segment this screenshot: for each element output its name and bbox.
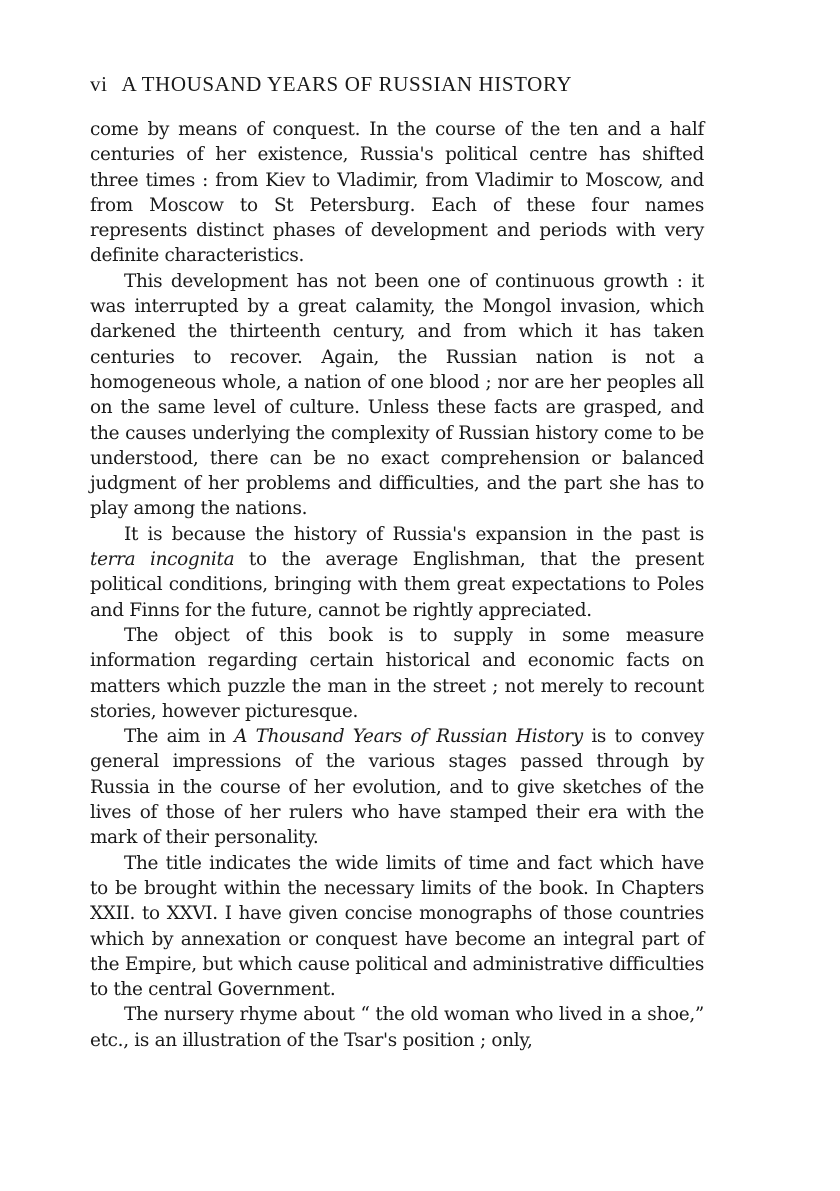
paragraph-2: This development has not been one of continuous growth : it was interrupted by a great calamity, the Mongol invasion, which darkened the thirteenth century, and from which it has taken centuries to recover. Again, the Russian nation is not a homogeneous whole, a nation of one blood ; nor are her peoples all on the same level of culture. Unless these facts are grasped, and the causes underlying the complexity of Russian history come to be understood, there can be no exact comprehension or balanced judgment of her problems and difficulties, and the part she has to play among the nations. bbox=[90, 270, 704, 520]
book-title-italic: A Thousand Years of Russian History bbox=[234, 726, 583, 748]
running-head bbox=[90, 72, 704, 97]
paragraph-3-end: to the average Englishman, that the present political conditions, bringing with them great expectations to Poles and Finns for the future, cannot be rightly appreciated. bbox=[90, 549, 704, 621]
paragraph-3-start: It is because the history of Russia's expansion in the past is bbox=[124, 523, 704, 545]
paragraph-5-start: The aim in bbox=[124, 726, 235, 748]
book-page bbox=[90, 72, 704, 1053]
paragraph-4: The object of this book is to supply in some measure information regarding certain historical and economic facts on matters which puzzle the man in the street ; not merely to recount stories, however picturesque. bbox=[90, 624, 704, 722]
paragraph-3-italic: terra incognita bbox=[90, 549, 235, 571]
running-title: A THOUSAND YEARS OF RUSSIAN HISTORY bbox=[121, 72, 573, 96]
body-text bbox=[90, 117, 704, 1053]
paragraph-6: The title indicates the wide limits of time and fact which have to be brought within the necessary limits of the book. In Chapters XXII. to XXVI. I have given concise monographs of those countries which by annexation or conquest have become an integral part of the Empire, but which cause political and administrative difficulties to the central Government. bbox=[90, 852, 704, 1001]
paragraph-5 bbox=[90, 724, 704, 850]
page-number: vi bbox=[90, 72, 108, 96]
paragraph-3 bbox=[90, 522, 704, 623]
paragraph-7: The nursery rhyme about “ the old woman who lived in a shoe,” etc., is an illustration of the Tsar's position ; only, bbox=[90, 1004, 704, 1051]
paragraph-5-end: is to convey general impressions of the various stages passed through by Russia in the course of her evolution, and to give sketches of the lives of those of her rulers who have stamped their era with the mark of their personality. bbox=[90, 726, 705, 849]
paragraph-1: come by means of conquest. In the course of the ten and a half centuries of her existence, Russia's political centre has shifted three times : from Kiev to Vladimir, from Vladimir to Moscow, and from Moscow to St Petersburg. Each of these four names represents distinct phases of development and periods with very definite characteristics. bbox=[90, 119, 704, 267]
